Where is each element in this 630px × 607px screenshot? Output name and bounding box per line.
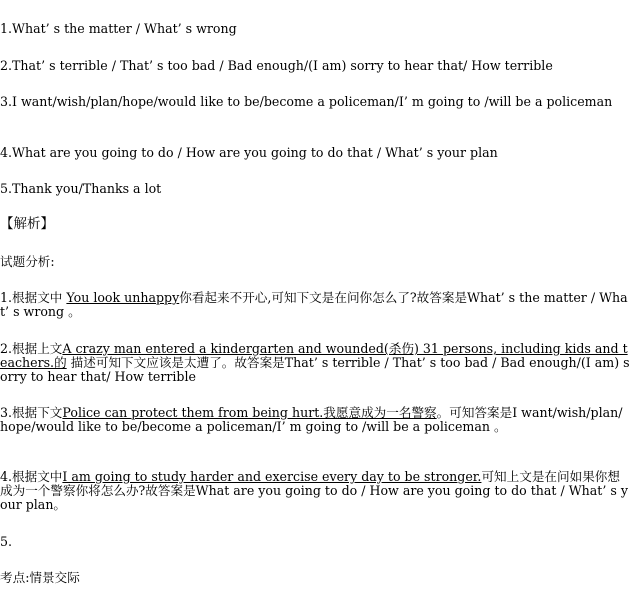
explanation-2-text: 描述可知下文应该是太遭了。故答案是That’ s terrible / That’ s too bad / Bad enough/(I am) sorry to hear that/ How terrible: [0, 355, 630, 384]
explanation-3-quote: Police can protect them from being hurt.我愿意成为一名警察: [62, 405, 437, 420]
explanation-1: [0, 291, 630, 319]
explanation-1-text: 你看起来不开心,可知下文是在问你怎么了?故答案是What’ s the matter / What’ s wrong 。: [0, 290, 628, 319]
explanation-2: [0, 342, 630, 384]
kaodian-label: 考点:情景交际: [0, 570, 80, 585]
explanation-5: 5.: [0, 534, 13, 549]
explanation-3-text: 。可知答案是I want/wish/plan/hope/would like to be/become a policeman/I’ m going to /will be a policeman 。: [0, 405, 623, 434]
answer-4: 4.What are you going to do / How are you going to do that / What’ s your plan: [0, 145, 498, 160]
explanation-1-quote: You look unhappy: [66, 290, 180, 305]
answer-2: 2.That’ s terrible / That’ s too bad / Bad enough/(I am) sorry to hear that/ How terrible: [0, 58, 553, 73]
explanation-4-quote: I am going to study harder and exercise every day to be stronger.: [62, 469, 482, 484]
answer-3: 3.I want/wish/plan/hope/would like to be/become a policeman/I’ m going to /will be a policeman: [0, 94, 613, 109]
explanation-2-quote: A crazy man entered a kindergarten and wounded(杀伤) 31 persons, including kids and teachers.的: [0, 341, 628, 370]
explanation-4: [0, 470, 630, 512]
explanation-3-prefix: 3.根据下文: [0, 405, 63, 420]
explanation-4-text: 可知上文是在问如果你想成为一个警察你将怎么办?故答案是What are you going to do / How are you going to do that / What’ s your plan。: [0, 469, 628, 512]
explanation-3: [0, 406, 630, 434]
answer-1: 1.What’ s the matter / What’ s wrong: [0, 21, 237, 36]
answer-5: 5.Thank you/Thanks a lot: [0, 181, 162, 196]
analysis-subtitle: 试题分析:: [0, 254, 55, 269]
explanation-1-prefix: 1.根据文中: [0, 290, 67, 305]
explanation-4-prefix: 4.根据文中: [0, 469, 63, 484]
analysis-heading: 【解析】: [0, 216, 54, 232]
explanation-2-prefix: 2.根据上文: [0, 341, 63, 356]
